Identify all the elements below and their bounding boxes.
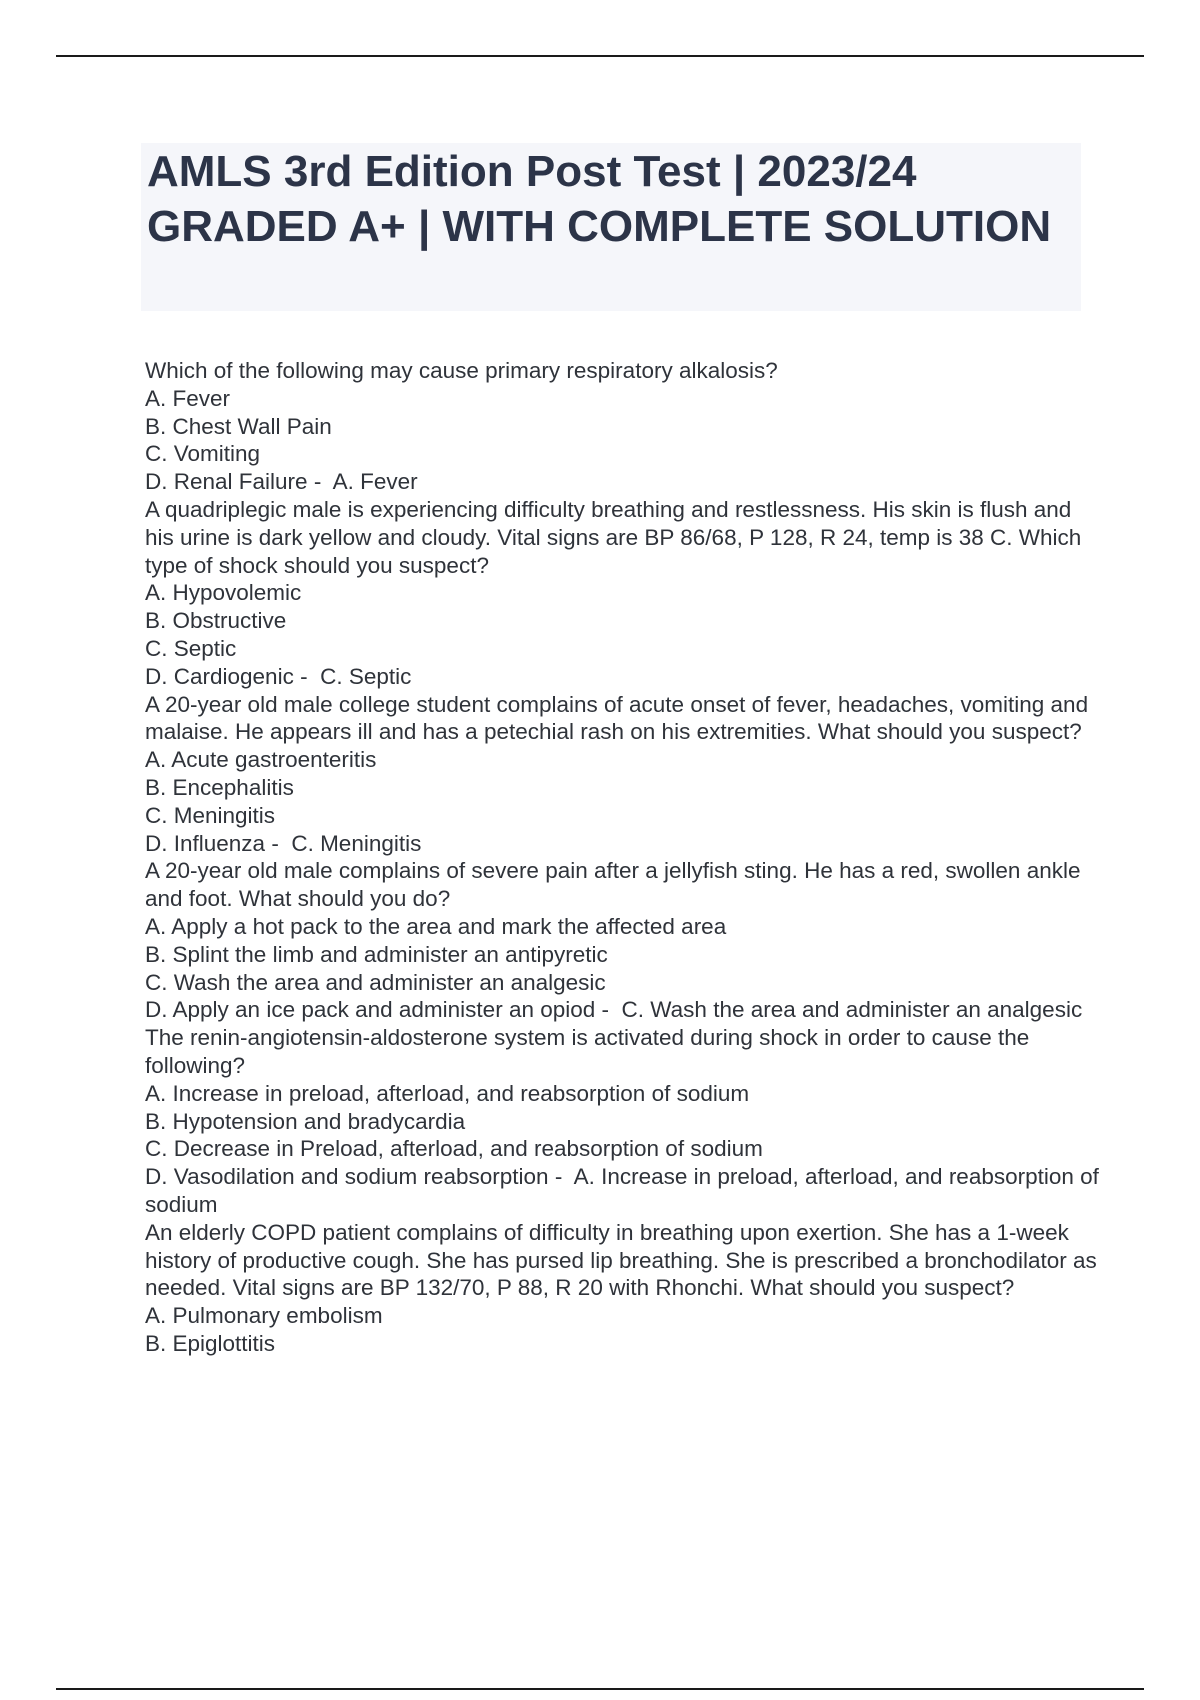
question-block: [145, 857, 1105, 1024]
answer-option-with-solution: D. Influenza - C. Meningitis: [145, 830, 422, 856]
answer-option: C. Septic: [145, 635, 237, 661]
answer-option-with-solution: D. Renal Failure - A. Fever: [145, 469, 418, 495]
answer-option-with-solution: D. Vasodilation and sodium reabsorption - A. Increase in preload, afterload, and reabsorption of sodium: [145, 1164, 1106, 1217]
answer-option: C. Decrease in Preload, afterload, and reabsorption of sodium: [145, 1136, 763, 1162]
answer-option: B. Chest Wall Pain: [145, 413, 332, 439]
question-text: The renin-angiotensin-aldosterone system is activated during shock in order to cause the following?: [145, 1025, 1030, 1078]
answer-option: A. Apply a hot pack to the area and mark the affected area: [145, 913, 727, 939]
title-banner: [141, 143, 1081, 311]
answer-option-with-solution: D. Apply an ice pack and administer an opiod - C. Wash the area and administer an analgesic: [145, 997, 1083, 1023]
answer-option: A. Acute gastroenteritis: [145, 747, 377, 773]
answer-option: A. Pulmonary embolism: [145, 1303, 383, 1329]
bottom-rule: [56, 1688, 1144, 1690]
answer-option: C. Vomiting: [145, 441, 261, 467]
page-title: AMLS 3rd Edition Post Test | 2023/24 GRADED A+ | WITH COMPLETE SOLUTION: [147, 147, 1052, 251]
answer-option: B. Obstructive: [145, 608, 287, 634]
question-block: [145, 691, 1105, 858]
answer-option: B. Splint the limb and administer an antipyretic: [145, 941, 608, 967]
question-text: Which of the following may cause primary respiratory alkalosis?: [145, 358, 778, 383]
question-block: [145, 1219, 1105, 1358]
answer-option: A. Fever: [145, 385, 231, 411]
answer-option: A. Increase in preload, afterload, and reabsorption of sodium: [145, 1080, 750, 1106]
answer-option: A. Hypovolemic: [145, 580, 302, 606]
question-block: [145, 357, 1105, 496]
answer-option-with-solution: D. Cardiogenic - C. Septic: [145, 663, 412, 689]
answer-option: B. Epiglottitis: [145, 1330, 276, 1356]
question-text: An elderly COPD patient complains of difficulty in breathing upon exertion. She has a 1-week history of productive cough. She has pursed lip breathing. She is prescribed a bronchodilator as needed. Vital signs are BP 132/70, P 88, R 20 with Rhonchi. What should you suspect?: [145, 1219, 1097, 1301]
question-block: [145, 496, 1105, 691]
question-text: A quadriplegic male is experiencing difficulty breathing and restlessness. His skin is flush and his urine is dark yellow and cloudy. Vital signs are BP 86/68, P 128, R 24, temp is 38 C. Which type of shock should you suspect?: [145, 496, 1082, 578]
answer-option: C. Meningitis: [145, 802, 276, 828]
question-text: A 20-year old male college student complains of acute onset of fever, headaches, vomiting and malaise. He appears ill and has a petechial rash on his extremities. What should you suspect?: [145, 691, 1089, 745]
question-block: [145, 1024, 1105, 1219]
answer-option: B. Hypotension and bradycardia: [145, 1108, 466, 1134]
question-text: A 20-year old male complains of severe pain after a jellyfish sting. He has a red, swollen ankle and foot. What should you do?: [145, 858, 1081, 912]
top-rule: [56, 55, 1144, 57]
question-list: [145, 357, 1105, 1358]
answer-option: C. Wash the area and administer an analgesic: [145, 969, 606, 995]
answer-option: B. Encephalitis: [145, 774, 294, 800]
